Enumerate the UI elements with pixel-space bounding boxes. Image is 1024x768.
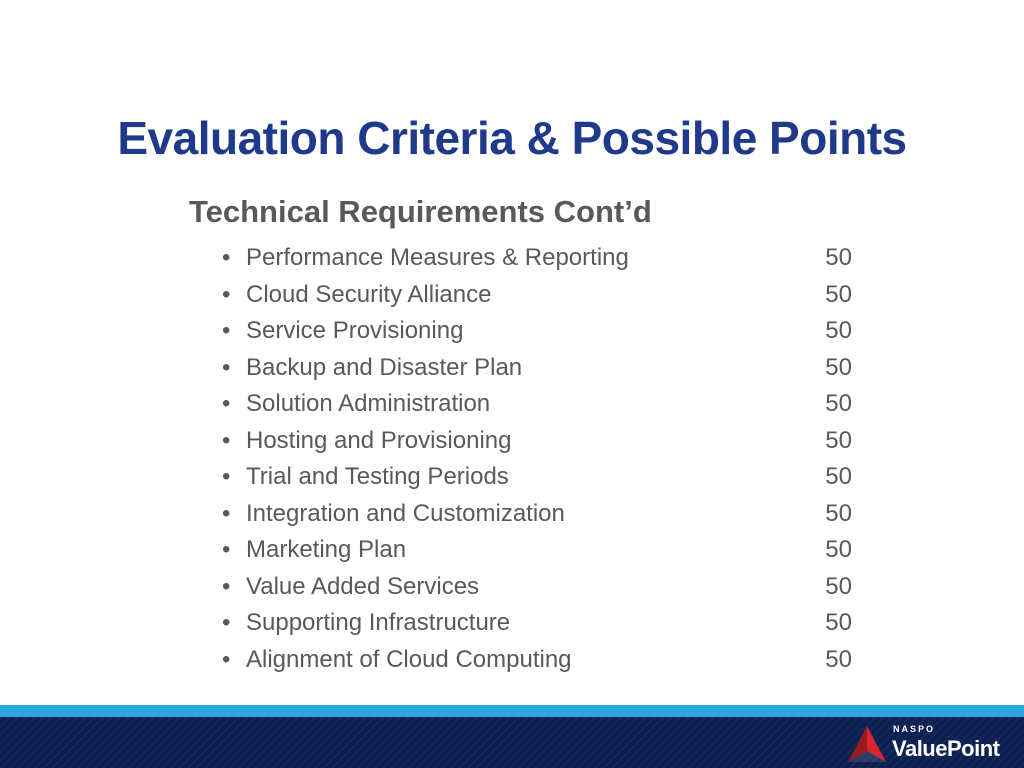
section-heading: Technical Requirements Cont’d xyxy=(189,194,652,229)
list-item xyxy=(222,459,852,496)
list-item xyxy=(222,386,852,423)
list-item xyxy=(222,532,852,569)
logo-small-text: NASPO xyxy=(893,724,936,734)
criterion-label: Hosting and Provisioning xyxy=(246,426,512,454)
slide-title: Evaluation Criteria & Possible Points xyxy=(117,111,907,164)
bullet-icon: • xyxy=(222,463,231,490)
criterion-points: 50 xyxy=(825,244,852,271)
criterion-points: 50 xyxy=(825,390,852,417)
list-item xyxy=(222,642,852,679)
criterion-points: 50 xyxy=(825,645,852,673)
criterion-points: 50 xyxy=(825,317,852,344)
criterion-label: Cloud Security Alliance xyxy=(246,280,492,308)
bullet-icon: • xyxy=(222,609,231,636)
criterion-label: Value Added Services xyxy=(246,572,480,600)
bullet-icon: • xyxy=(222,353,231,381)
criterion-label: Supporting Infrastructure xyxy=(246,609,511,636)
criterion-points: 50 xyxy=(825,609,852,636)
criterion-label: Backup and Disaster Plan xyxy=(246,353,523,381)
criterion-label: Solution Administration xyxy=(246,390,491,417)
criterion-points: 50 xyxy=(825,499,852,527)
criterion-label: Trial and Testing Periods xyxy=(246,463,509,490)
criterion-label: Marketing Plan xyxy=(246,536,407,563)
naspo-valuepoint-logo xyxy=(846,722,1000,766)
criterion-label: Performance Measures & Reporting xyxy=(246,244,629,271)
bullet-icon: • xyxy=(222,572,231,600)
bullet-icon: • xyxy=(222,645,231,673)
criteria-list xyxy=(222,240,852,678)
criterion-points: 50 xyxy=(825,353,852,381)
bullet-icon: • xyxy=(222,536,231,563)
criterion-points: 50 xyxy=(825,536,852,563)
bullet-icon: • xyxy=(222,244,231,271)
list-item xyxy=(222,350,852,387)
list-item xyxy=(222,605,852,642)
footer-stripe xyxy=(0,705,1024,717)
criterion-points: 50 xyxy=(825,463,852,490)
list-item xyxy=(222,240,852,277)
criterion-points: 50 xyxy=(825,280,852,308)
criterion-label: Alignment of Cloud Computing xyxy=(246,645,572,673)
list-item xyxy=(222,569,852,606)
bullet-icon: • xyxy=(222,426,231,454)
logo-name: ValuePoint xyxy=(892,736,1000,761)
criterion-label: Service Provisioning xyxy=(246,317,464,344)
bullet-icon: • xyxy=(222,317,231,344)
bullet-icon: • xyxy=(222,499,231,527)
criterion-points: 50 xyxy=(825,572,852,600)
arrow-logo-icon xyxy=(846,724,888,764)
list-item xyxy=(222,423,852,460)
criterion-points: 50 xyxy=(825,426,852,454)
list-item xyxy=(222,496,852,533)
criterion-label: Integration and Customization xyxy=(246,499,565,527)
list-item xyxy=(222,277,852,314)
bullet-icon: • xyxy=(222,390,231,417)
bullet-icon: • xyxy=(222,280,231,308)
list-item xyxy=(222,313,852,350)
